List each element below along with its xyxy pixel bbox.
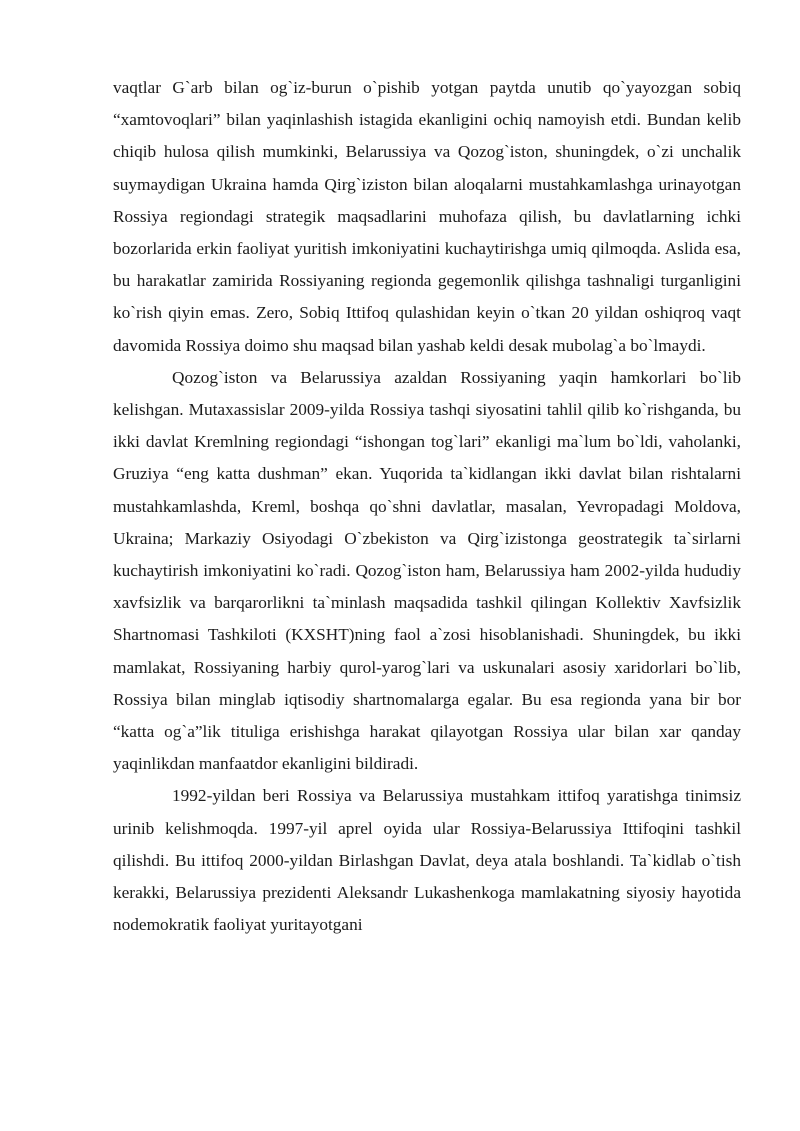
- document-page: [113, 72, 741, 941]
- paragraph-3: 1992-yildan beri Rossiya va Belarussiya mustahkam ittifoq yaratishga tinimsiz urinib kelishmoqda. 1997-yil aprel oyida ular Rossiya-Belarussiya Ittifoqini tashkil qilishdi. Bu ittifoq 2000-yildan Birlashgan Davlat, deya atala boshlandi. Ta`kidlab o`tish kerakki, Belarussiya prezidenti Aleksandr Lukashenkoga mamlakatning siyosiy hayotida nodemokratik faoliyat yuritayotgani: [113, 786, 741, 935]
- paragraph-1: vaqtlar G`arb bilan og`iz-burun o`pishib yotgan paytda unutib qo`yayozgan sobiq “xamtovoqlari” bilan yaqinlashish istagida ekanligini ochiq namoyish etdi. Bundan kelib chiqib hulosa qilish mumkinki, Belarussiya va Qozog`iston, shuningdek, o`zi unchalik suymaydigan Ukraina hamda Qirg`iziston bilan aloqalarni mustahkamlashga urinayotgan Rossiya regiondagi strategik maqsadlarini muhofaza qilish, bu davlatlarning ichki bozorlarida erkin faoliyat yuritish imkoniyatini kuchaytirishga umiq qilmoqda. Aslida esa, bu harakatlar zamirida Rossiyaning regionda gegemonlik qilishga tashnaligi turganligini ko`rish qiyin emas. Zero, Sobiq Ittifoq qulashidan keyin o`tkan 20 yildan oshiqroq vaqt davomida Rossiya doimo shu maqsad bilan yashab keldi desak mubolag`a bo`lmaydi.: [113, 78, 741, 355]
- paragraph-2: Qozog`iston va Belarussiya azaldan Rossiyaning yaqin hamkorlari bo`lib kelishgan. Mutaxassislar 2009-yilda Rossiya tashqi siyosatini tahlil qilib ko`rishganda, bu ikki davlat Kremlning regiondagi “ishongan tog`lari” ekanligi ma`lum bo`ldi, vaholanki, Gruziya “eng katta dushman” ekan. Yuqorida ta`kidlangan ikki davlat bilan rishtalarni mustahkamlashda, Kreml, boshqa qo`shni davlatlar, masalan, Yevropadagi Moldova, Ukraina; Markaziy Osiyodagi O`zbekiston va Qirg`izistonga geostrategik ta`sirlarni kuchaytirish imkoniyatini ko`radi. Qozog`iston ham, Belarussiya ham 2002-yilda hududiy xavfsizlik va barqarorlikni ta`minlash maqsadida tashkil qilingan Kollektiv Xavfsizlik Shartnomasi Tashkiloti (KXSHT)ning faol a`zosi hisoblanishadi. Shuningdek, bu ikki mamlakat, Rossiyaning harbiy qurol-yarog`lari va uskunalari asosiy xaridorlari bo`lib, Rossiya bilan minglab iqtisodiy shartnomalarga egalar. Bu esa regionda yana bir bor “katta og`a”lik tituliga erishishga harakat qilayotgan Rossiya ular bilan xar qanday yaqinlikdan manfaatdor ekanligini bildiradi.: [113, 367, 741, 774]
